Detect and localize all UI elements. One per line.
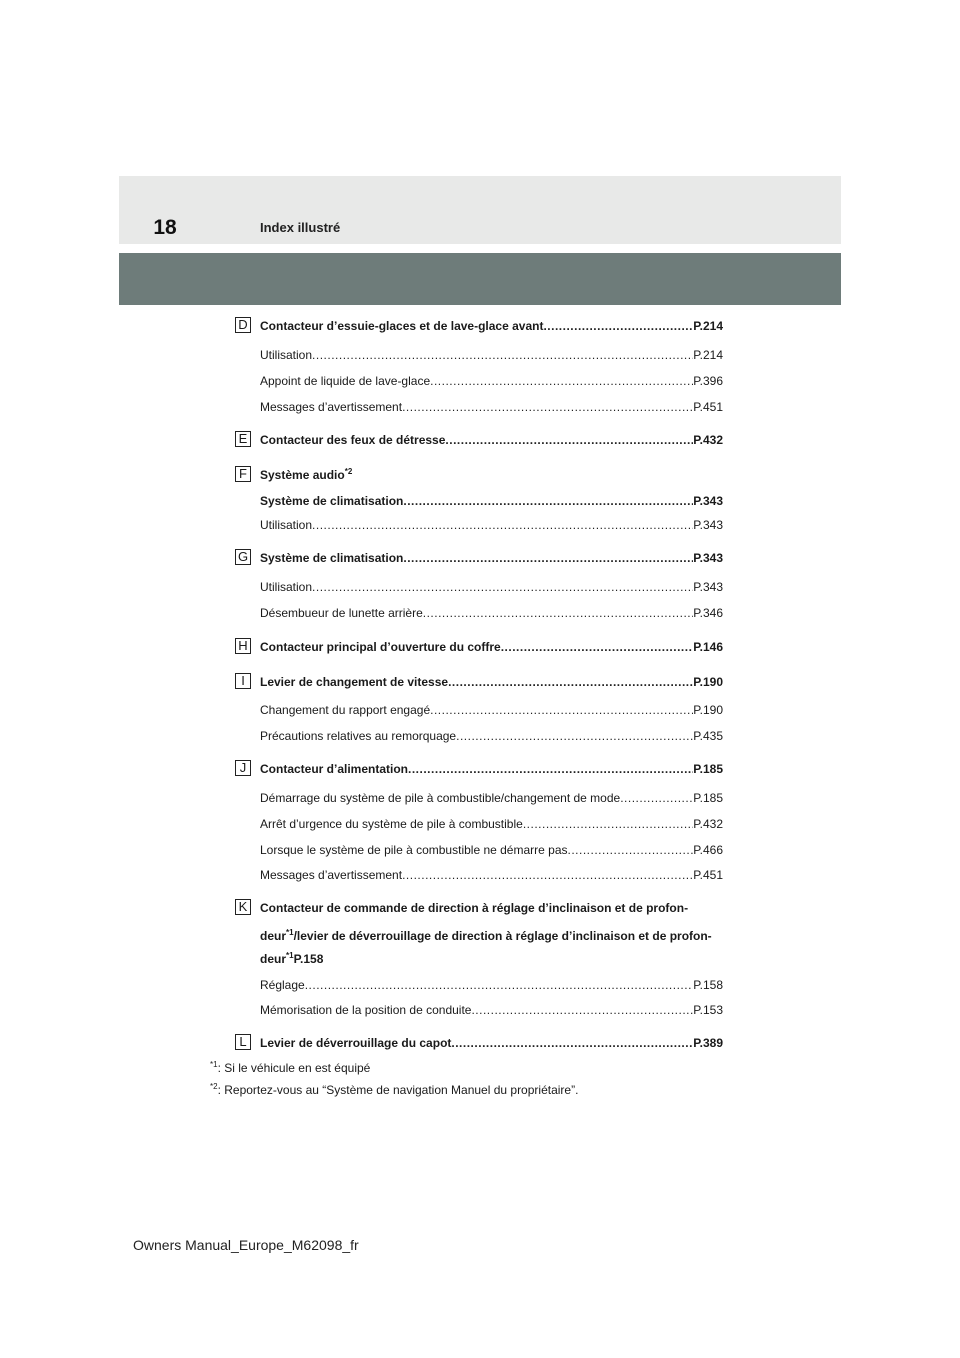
sub-entry[interactable] — [260, 842, 723, 858]
letter-box-h: H — [235, 638, 251, 654]
sub-entry[interactable] — [260, 373, 723, 389]
dot-leader — [620, 790, 693, 806]
sub-entry-label: Lorsque le système de pile à combustible ne démarre pas — [260, 843, 568, 857]
entry-title: Levier de changement de vitesse — [260, 675, 449, 689]
entry-f-line2[interactable] — [260, 493, 723, 509]
sub-entry-label: Démarrage du système de pile à combustible/changement de mode — [260, 791, 621, 805]
footnote-mark: *1 — [210, 1060, 218, 1069]
entry-f[interactable] — [260, 467, 352, 483]
entry-text: /levier de déverrouillage de direction à réglage d’inclinaison et de profon- — [293, 929, 712, 943]
entry-title: Contacteur principal d’ouverture du coffre — [260, 640, 501, 654]
letter-box-g: G — [235, 549, 251, 565]
sub-entry[interactable] — [260, 399, 723, 415]
page-ref: P.451 — [693, 400, 723, 414]
entry-title: Contacteur des feux de détresse — [260, 433, 446, 447]
entry-j[interactable] — [260, 761, 723, 777]
sub-entry[interactable] — [260, 702, 723, 718]
dot-leader — [312, 517, 693, 533]
page-ref: P.190 — [693, 703, 723, 717]
page-ref: P.153 — [693, 1003, 723, 1017]
sub-entry-label: Arrêt d’urgence du système de pile à combustible — [260, 817, 523, 831]
dot-leader — [430, 702, 693, 718]
letter-box-j: J — [235, 760, 251, 776]
entry-title: Levier de déverrouillage du capot — [260, 1036, 452, 1050]
dot-leader — [403, 493, 693, 509]
letter-box-k: K — [235, 899, 251, 915]
entry-title: Contacteur d’essuie-glaces et de lave-glace avant — [260, 319, 544, 333]
sub-entry-label: Précautions relatives au remorquage — [260, 729, 457, 743]
page-ref: P.451 — [693, 868, 723, 882]
entry-title: Système audio — [260, 468, 345, 482]
sub-entry[interactable] — [260, 605, 723, 621]
footnote-1 — [210, 1060, 370, 1076]
sub-entry-label: Utilisation — [260, 348, 313, 362]
dot-leader — [448, 674, 693, 690]
page-ref: P.146 — [693, 640, 723, 654]
entry-title: Système de climatisation — [260, 494, 404, 508]
dot-leader — [408, 761, 693, 777]
page-ref: P.346 — [693, 606, 723, 620]
sub-entry[interactable] — [260, 1002, 723, 1018]
letter-box-d: D — [235, 317, 251, 333]
sub-entry[interactable] — [260, 867, 723, 883]
sub-entry[interactable] — [260, 347, 723, 363]
entry-k-line2[interactable] — [260, 928, 712, 944]
sub-entry[interactable] — [260, 728, 723, 744]
header-band — [119, 176, 841, 244]
sub-entry-label: Utilisation — [260, 518, 313, 532]
sub-entry[interactable] — [260, 977, 723, 993]
entry-g[interactable] — [260, 550, 723, 566]
entry-text: deur — [260, 952, 287, 966]
dot-leader — [305, 977, 693, 993]
sub-entry-label: Messages d’avertissement — [260, 400, 403, 414]
dot-leader — [312, 579, 693, 595]
dot-leader — [456, 728, 693, 744]
sub-entry[interactable] — [260, 579, 723, 595]
entry-text: deur — [260, 929, 287, 943]
sub-entry-label: Appoint de liquide de lave-glace — [260, 374, 431, 388]
entry-title: Contacteur d’alimentation — [260, 762, 409, 776]
page-ref: P.185 — [693, 791, 723, 805]
sub-entry-label: Utilisation — [260, 580, 313, 594]
sub-entry[interactable] — [260, 517, 723, 533]
entry-k-line3[interactable] — [260, 951, 323, 967]
footnote-text: : Si le véhicule en est équipé — [217, 1061, 371, 1075]
entry-d[interactable] — [260, 318, 723, 334]
page-ref: P.396 — [693, 374, 723, 388]
letter-box-f: F — [235, 466, 251, 482]
dot-leader — [543, 318, 693, 334]
header-dark-band — [119, 253, 841, 305]
footnote-ref: *2 — [344, 467, 353, 476]
page-ref: P.389 — [693, 1036, 723, 1050]
sub-entry-label: Messages d’avertissement — [260, 868, 403, 882]
dot-leader — [312, 347, 693, 363]
footnote-ref: *1 — [286, 928, 294, 937]
dot-leader — [451, 1035, 693, 1051]
entry-l[interactable] — [260, 1035, 723, 1051]
dot-leader — [403, 550, 693, 566]
footnote-2 — [210, 1082, 578, 1098]
dot-leader — [568, 842, 694, 858]
dot-leader — [445, 432, 693, 448]
page-number: 18 — [153, 216, 177, 239]
page-ref: P.343 — [693, 518, 723, 532]
entry-title: Système de climatisation — [260, 551, 404, 565]
page-ref: P.343 — [693, 551, 723, 565]
page-ref: P.432 — [693, 433, 723, 447]
entry-i[interactable] — [260, 674, 723, 690]
sub-entry-label: Changement du rapport engagé — [260, 703, 431, 717]
page-ref: P.214 — [693, 348, 723, 362]
footnote-ref: *1 — [286, 951, 294, 960]
sub-entry-label: Réglage — [260, 978, 305, 992]
dot-leader — [402, 867, 693, 883]
dot-leader — [402, 399, 693, 415]
page-ref: P.158 — [693, 978, 723, 992]
footnote-text: : Reportez-vous au “Système de navigation Manuel du propriétaire”. — [217, 1083, 579, 1097]
footer-doc-id: Owners Manual_Europe_M62098_fr — [133, 1237, 359, 1253]
entry-h[interactable] — [260, 639, 723, 655]
sub-entry-label: Désembueur de lunette arrière — [260, 606, 423, 620]
entry-e[interactable] — [260, 432, 723, 448]
page-ref: P.158 — [293, 952, 324, 966]
page-ref: P.343 — [693, 580, 723, 594]
page-ref: P.435 — [693, 729, 723, 743]
dot-leader — [523, 816, 693, 832]
footnote-mark: *2 — [210, 1082, 218, 1091]
sub-entry[interactable] — [260, 790, 723, 806]
dot-leader — [501, 639, 693, 655]
entry-k-line1[interactable]: Contacteur de commande de direction à réglage d’inclinaison et de profon- — [260, 901, 689, 915]
letter-box-l: L — [235, 1034, 251, 1050]
dot-leader — [423, 605, 693, 621]
page-ref: P.190 — [693, 675, 723, 689]
page-ref: P.466 — [693, 843, 723, 857]
page-ref: P.343 — [693, 494, 723, 508]
dot-leader — [430, 373, 693, 389]
sub-entry-label: Mémorisation de la position de conduite — [260, 1003, 472, 1017]
sub-entry[interactable] — [260, 816, 723, 832]
letter-box-e: E — [235, 431, 251, 447]
page-ref: P.432 — [693, 817, 723, 831]
dot-leader — [471, 1002, 693, 1018]
section-title: Index illustré — [260, 220, 341, 235]
page-ref: P.214 — [693, 319, 723, 333]
letter-box-i: I — [235, 673, 251, 689]
page-ref: P.185 — [693, 762, 723, 776]
